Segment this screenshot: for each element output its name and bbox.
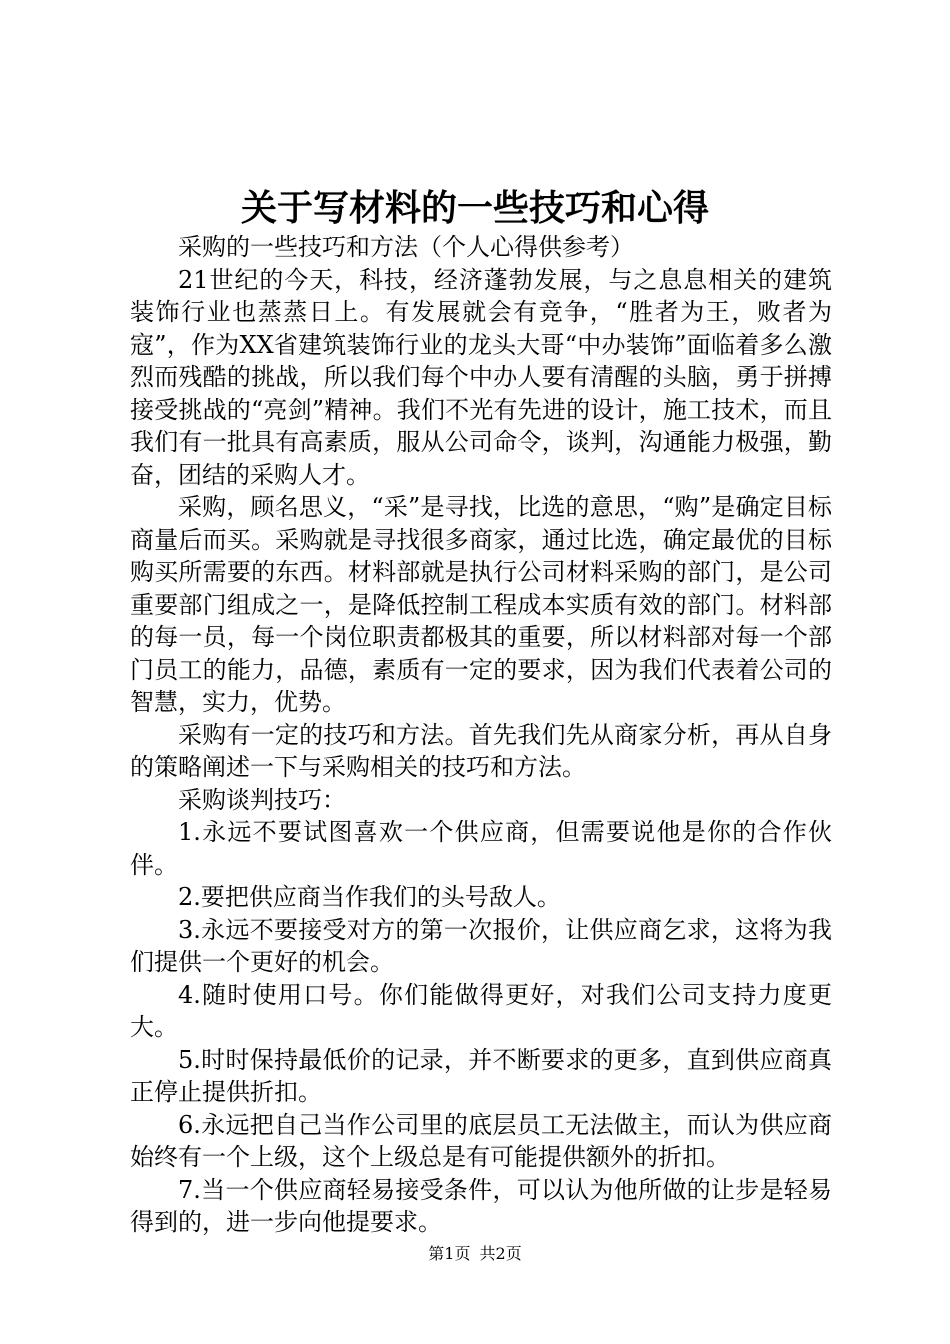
- paragraph-heading-negotiation: 采购谈判技巧：: [178, 785, 346, 814]
- list-item-2: 2.要把供应商当作我们的头号敌人。: [178, 883, 561, 911]
- list-item-5: 5.时时保持最低价的记录，并不断要求的更多，直到供应商真正停止提供折扣。: [130, 1045, 832, 1106]
- document-title: 关于写材料的一些技巧和心得: [240, 187, 709, 229]
- paragraph-methods: 采购有一定的技巧和方法。首先我们先从商家分析，再从自身的策略阐述一下与采购相关的技巧和方法。: [130, 720, 832, 781]
- list-item-3: 3.永远不要接受对方的第一次报价，让供应商乞求，这将为我们提供一个更好的机会。: [130, 915, 832, 976]
- list-item-7: 7.当一个供应商轻易接受条件，可以认为他所做的让步是轻易得到的，进一步向他提要求。: [130, 1175, 832, 1236]
- paragraph-subtitle: 采购的一些技巧和方法（个人心得供参考）: [178, 233, 634, 261]
- paragraph-definition: 采购，顾名思义，“采”是寻找，比选的意思，“购”是确定目标商量后而买。采购就是寻找很多商家，通过比选，确定最优的目标购买所需要的东西。材料部就是执行公司材料采购的部门，是公司重要部门组成之一，是降低控制工程成本实质有效的部门。材料部的每一员，每一个岗位职责都极其的重要，所以材料部对每一个部门员工的能力，品德，素质有一定的要求，因为我们代表着公司的智慧，实力，优势。: [130, 493, 832, 716]
- page-number: 第1页: [428, 1244, 471, 1263]
- document-body: [130, 231, 832, 1239]
- list-item-1: 1.永远不要试图喜欢一个供应商，但需要说他是你的合作伙伴。: [130, 818, 832, 879]
- paragraph-intro: 21世纪的今天，科技，经济蓬勃发展，与之息息相关的建筑装饰行业也蒸蒸日上。有发展就会有竞争，“胜者为王，败者为寇”，作为XX省建筑装饰行业的龙头大哥“中办装饰”面临着多么激烈而残酷的挑战，所以我们每个中办人要有清醒的头脑，勇于拼搏接受挑战的“亮剑”精神。我们不光有先进的设计，施工技术，而且我们有一批具有高素质，服从公司命令，谈判，沟通能力极强，勤奋，团结的采购人才。: [130, 265, 832, 489]
- list-item-6: 6.永远把自己当作公司里的底层员工无法做主，而认为供应商始终有一个上级，这个上级总是有可能提供额外的折扣。: [130, 1110, 832, 1171]
- list-item-4: 4.随时使用口号。你们能做得更好，对我们公司支持力度更大。: [130, 980, 832, 1041]
- page-total: 共2页: [479, 1244, 522, 1263]
- page-footer: [0, 1243, 950, 1265]
